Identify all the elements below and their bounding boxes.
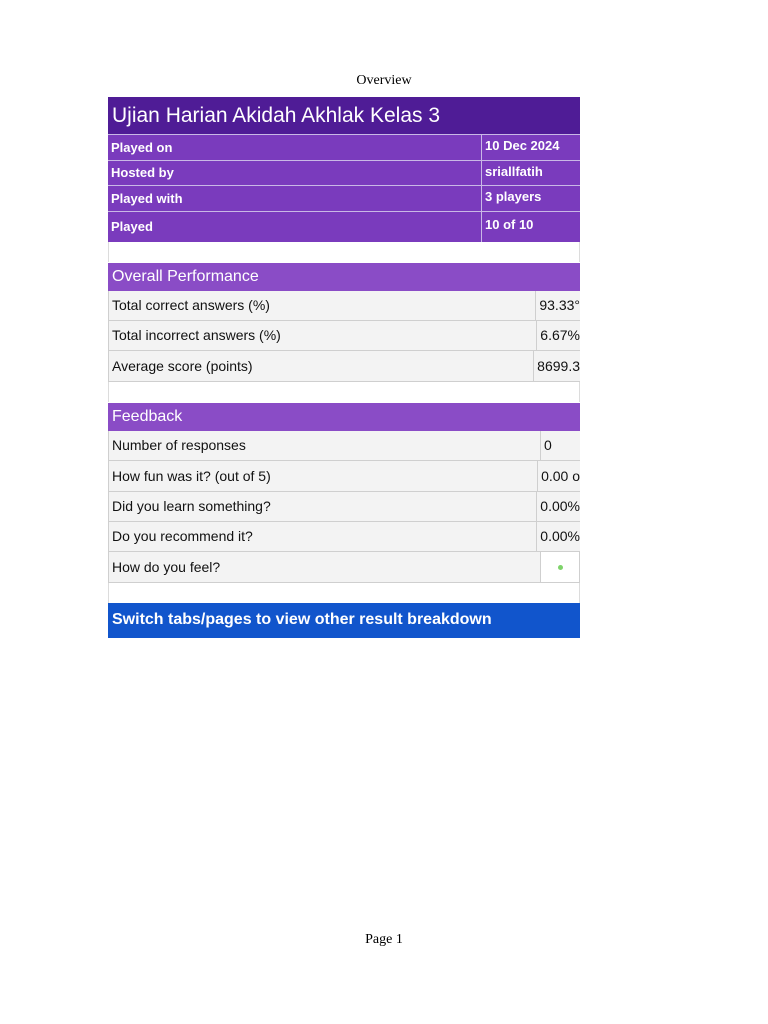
green-dot-icon (558, 565, 563, 570)
table-row (108, 351, 580, 382)
row-label: Average score (points) (109, 351, 534, 381)
info-row-played-on (108, 134, 580, 160)
row-label: How fun was it? (out of 5) (109, 461, 538, 491)
switch-tabs-banner: Switch tabs/pages to view other result breakdown (108, 603, 580, 638)
info-value: 3 players (485, 189, 542, 204)
table-row (108, 461, 580, 492)
info-value: 10 Dec 2024 (485, 138, 560, 153)
table-row (108, 291, 580, 321)
row-value: 93.33° (539, 297, 580, 313)
info-label: Played (108, 212, 482, 242)
table-row (108, 522, 580, 552)
row-value: 0.00 o (541, 468, 580, 484)
row-label: Total correct answers (%) (109, 291, 536, 320)
row-value: 6.67% (540, 327, 580, 343)
row-value: 0.00% (540, 528, 580, 544)
feedback-heading: Feedback (108, 402, 580, 431)
row-label: Did you learn something? (109, 492, 537, 521)
table-row (108, 431, 580, 461)
info-value: sriallfatih (485, 164, 543, 179)
overall-performance-heading: Overall Performance (108, 262, 580, 291)
quiz-title: Ujian Harian Akidah Akhlak Kelas 3 (108, 97, 580, 134)
spacer-row (108, 382, 580, 402)
row-value: 0 (544, 437, 552, 453)
row-label: Do you recommend it? (109, 522, 537, 551)
table-row (108, 492, 580, 522)
info-label: Played with (108, 186, 482, 211)
row-label: Number of responses (109, 431, 541, 460)
spacer-row (108, 583, 580, 603)
feel-indicator-cell (541, 552, 580, 582)
info-row-hosted-by (108, 160, 580, 185)
table-row (108, 321, 580, 351)
row-value: 8699.3 (537, 358, 580, 374)
info-label: Hosted by (108, 161, 482, 185)
info-row-played (108, 211, 580, 242)
row-value: 0.00% (540, 498, 580, 514)
info-label: Played on (108, 135, 482, 160)
row-label: Total incorrect answers (%) (109, 321, 537, 350)
report-sheet (108, 97, 580, 638)
row-label: How do you feel? (109, 552, 541, 582)
page-header: Overview (356, 73, 412, 88)
info-row-played-with (108, 185, 580, 211)
spacer-row (108, 242, 580, 262)
table-row (108, 552, 580, 583)
info-value: 10 of 10 (485, 217, 534, 232)
page-number: Page 1 (365, 932, 403, 947)
